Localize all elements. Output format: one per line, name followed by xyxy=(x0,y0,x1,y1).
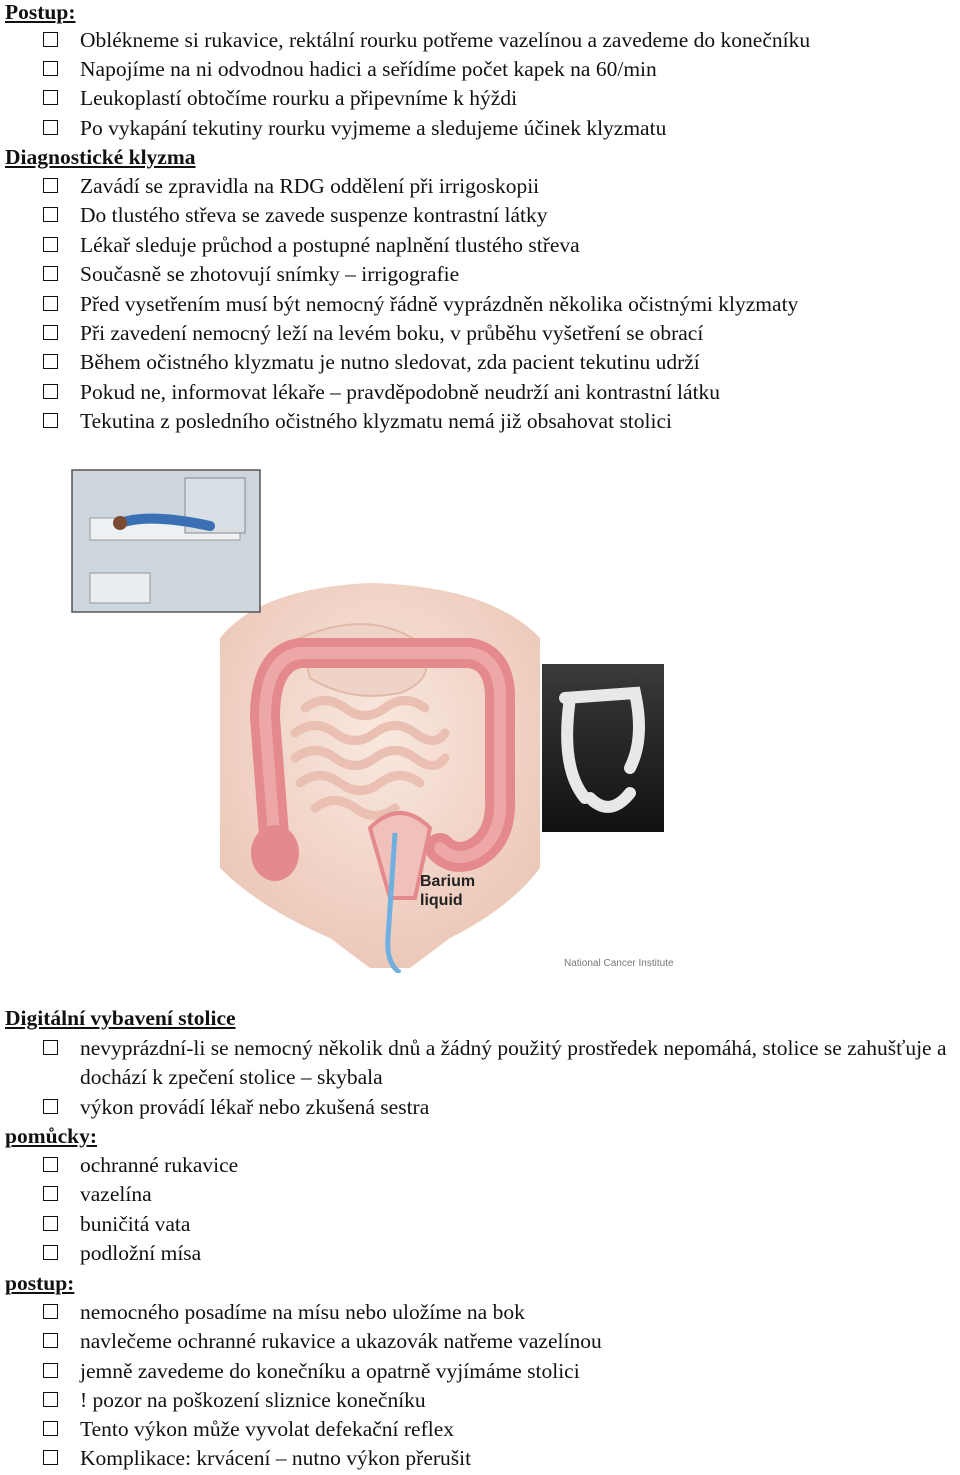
checkbox-icon xyxy=(43,266,58,281)
checkbox-icon xyxy=(43,1363,58,1378)
checkbox-icon xyxy=(43,1450,58,1465)
checkbox-icon xyxy=(43,354,58,369)
checkbox-icon xyxy=(43,1304,58,1319)
checkbox-icon xyxy=(43,325,58,340)
checkbox-icon xyxy=(43,384,58,399)
caecum-shape xyxy=(251,825,299,881)
section-heading: pomůcky: xyxy=(5,1124,97,1148)
checkbox-icon xyxy=(43,1099,58,1114)
checkbox-icon xyxy=(43,296,58,311)
barium-enema-illustration xyxy=(70,468,685,973)
illustration-svg xyxy=(70,468,685,973)
checkbox-icon xyxy=(43,413,58,428)
checkbox-icon xyxy=(43,1040,58,1055)
checkbox-icon xyxy=(43,1157,58,1172)
checkbox-icon xyxy=(43,207,58,222)
checkbox-icon xyxy=(43,1245,58,1260)
section-heading: Diagnostické klyzma xyxy=(5,145,196,169)
checkbox-icon xyxy=(43,1392,58,1407)
checkbox-icon xyxy=(43,1186,58,1201)
checkbox-icon xyxy=(43,120,58,135)
checkbox-icon xyxy=(43,32,58,47)
section-heading: Digitální vybavení stolice xyxy=(5,1006,236,1030)
liquid-label: liquid xyxy=(420,892,463,909)
credit-label: National Cancer Institute xyxy=(564,958,674,969)
checkbox-icon xyxy=(43,237,58,252)
checkbox-icon xyxy=(43,61,58,76)
section-heading: Postup: xyxy=(5,0,76,24)
checkbox-icon xyxy=(43,178,58,193)
checkbox-icon xyxy=(43,1216,58,1231)
section-heading: postup: xyxy=(5,1271,75,1295)
checkbox-icon xyxy=(43,1333,58,1348)
checkbox-icon xyxy=(43,90,58,105)
barium-label: Barium xyxy=(420,873,476,890)
checkbox-icon xyxy=(43,1421,58,1436)
